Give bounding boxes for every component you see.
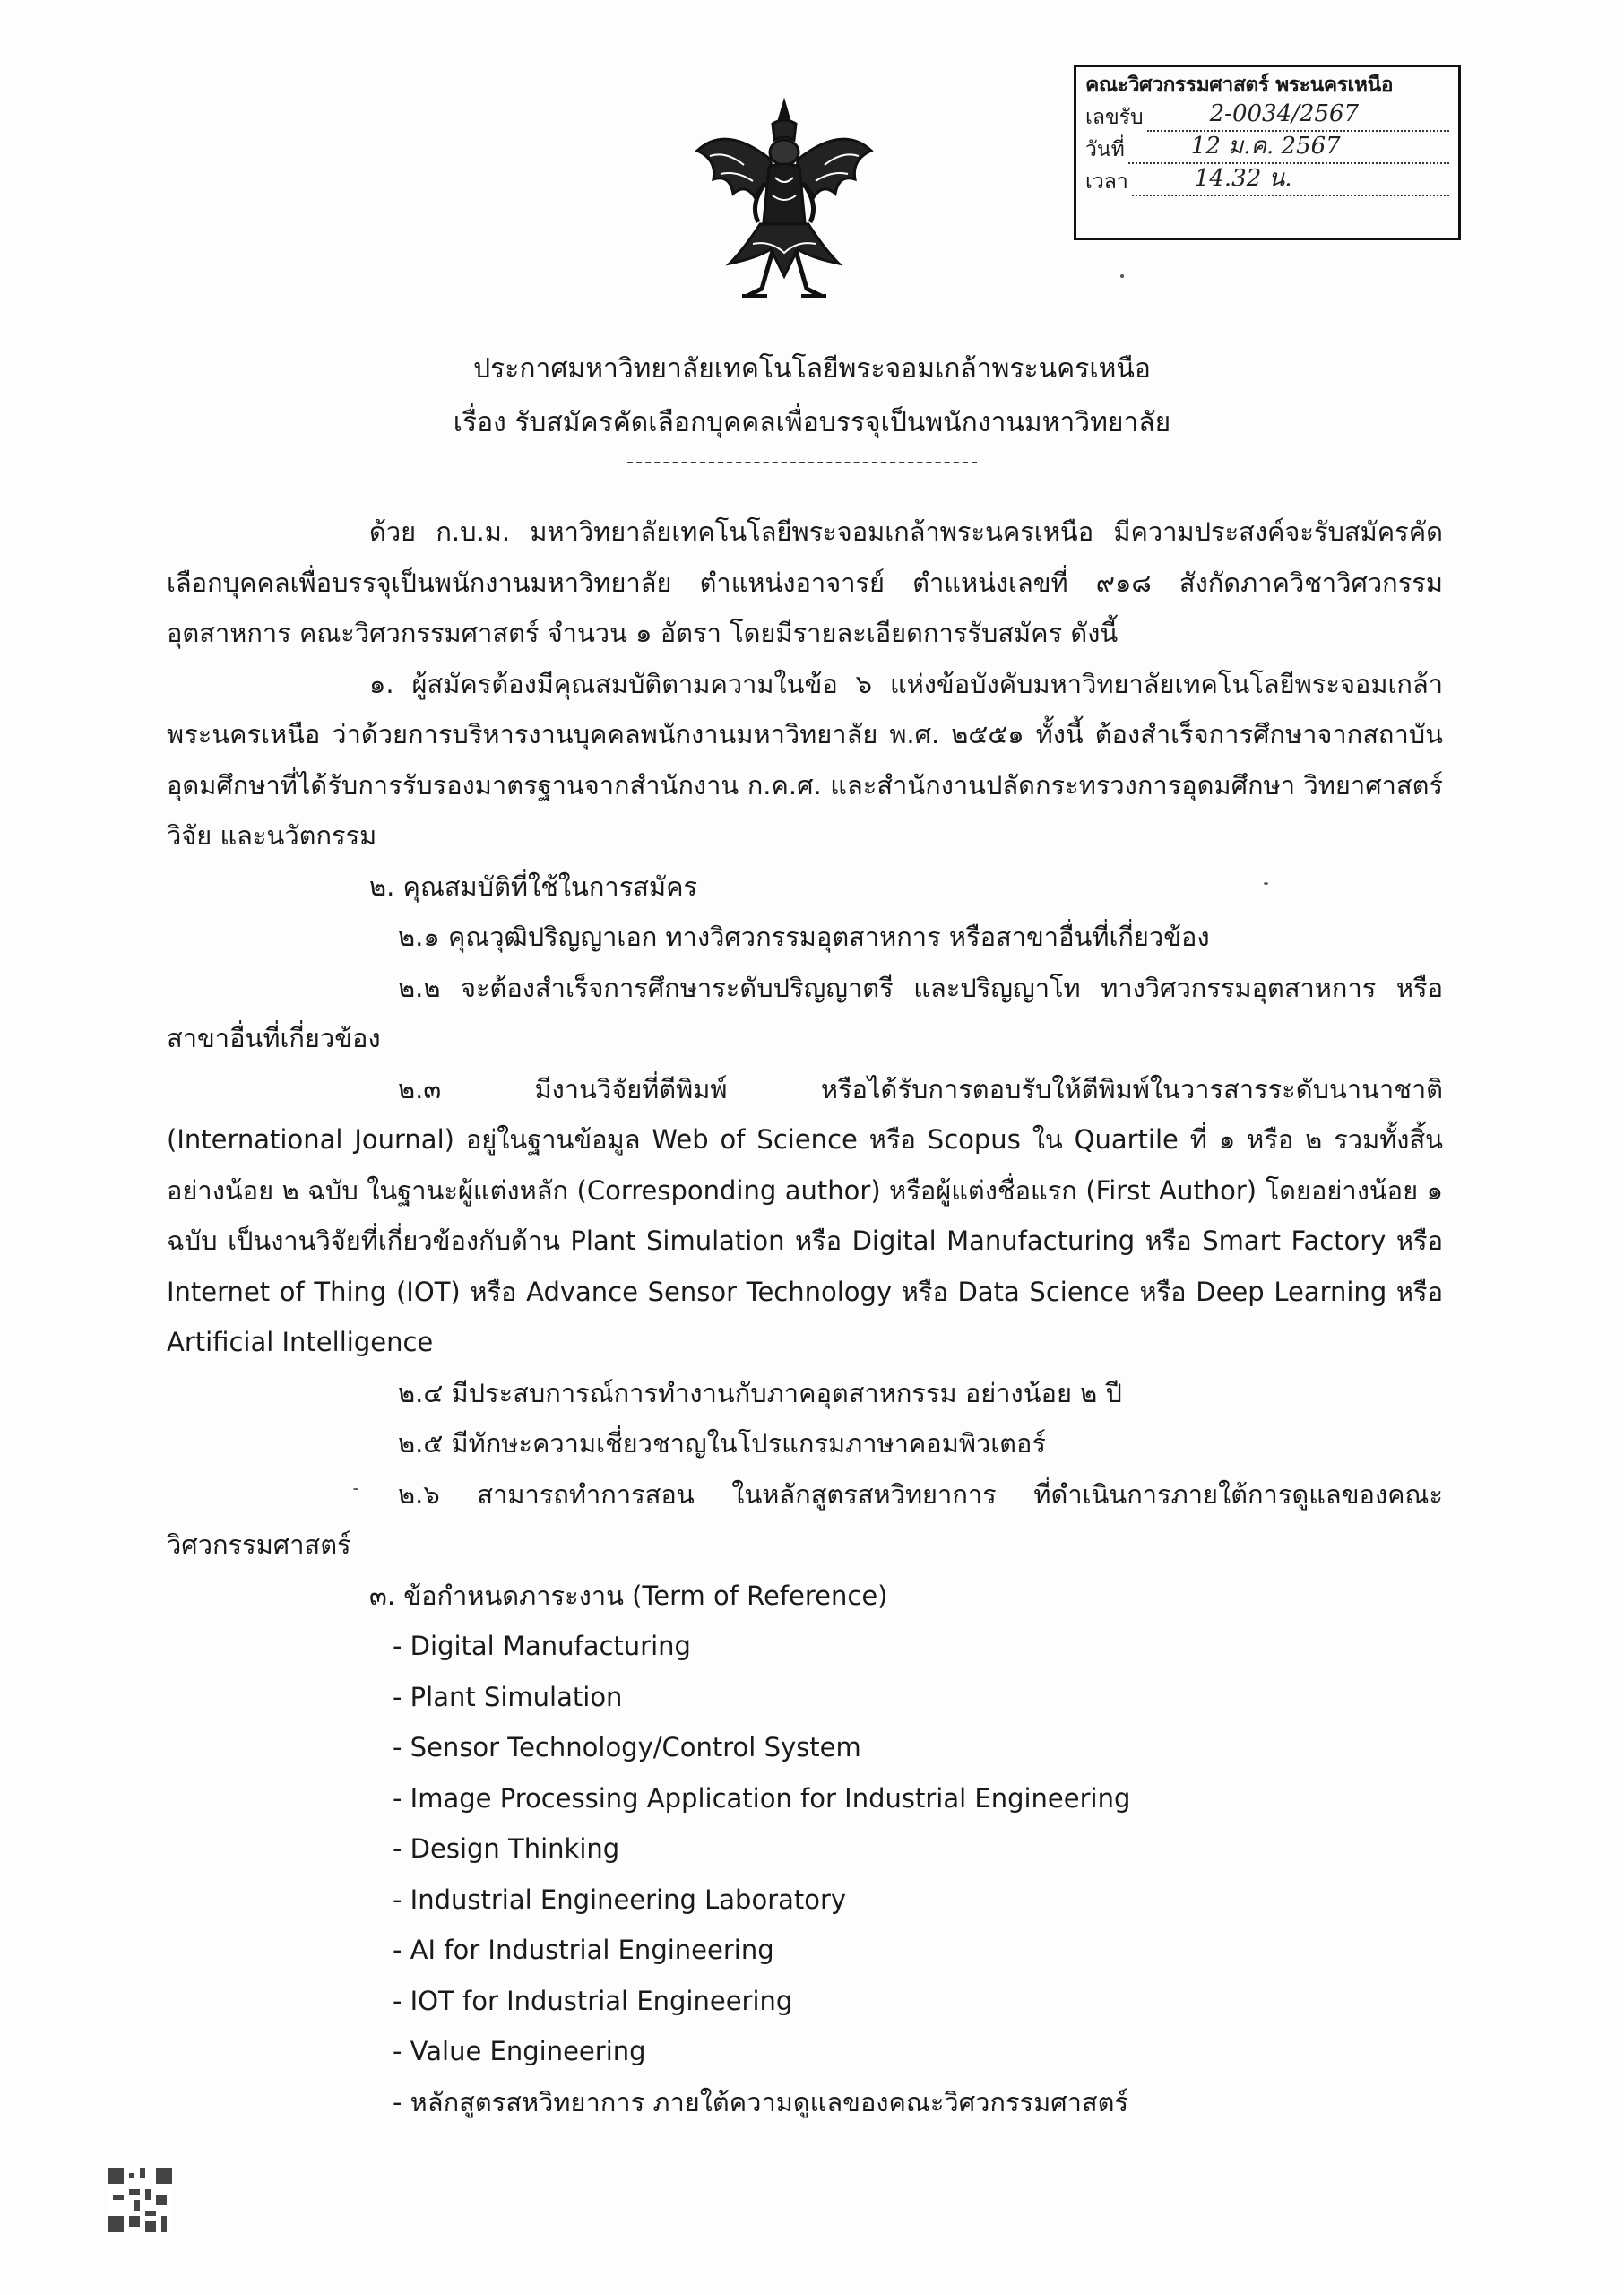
section-3-item: - Sensor Technology/Control System [393, 1732, 861, 1762]
stamp-title: คณะวิศวกรรมศาสตร์ พระนครเหนือ [1085, 74, 1394, 97]
section-3-item: - Digital Manufacturing [393, 1631, 691, 1661]
stamp-value-line [1132, 165, 1449, 196]
stamp-value-time: 14.32 น. [1194, 165, 1292, 193]
intro-paragraph: ด้วย ก.บ.ม. มหาวิทยาลัยเทคโนโลยีพระจอมเกล้าพระนครเหนือ มีความประสงค์จะรับสมัครคัดเลือกบุคคลเพื่อบรรจุเป็นพนักงานมหาวิทยาลัย ตำแหน่งอาจารย์ ตำแหน่งเลขที่ ๙๑๘ สังกัดภาควิชาวิศวกรรมอุตสาหการ คณะวิศวกรรมศาสตร์ จำนวน ๑ อัตรา โดยมีรายละเอียดการรับสมัคร ดังนี้ [167, 516, 1443, 648]
section-3-item: - AI for Industrial Engineering [393, 1935, 774, 1965]
section-3-item: - Industrial Engineering Laboratory [393, 1884, 847, 1915]
stamp-row-number [1085, 100, 1449, 132]
stamp-label-date: วันที่ [1085, 138, 1125, 161]
section-2-item: ๒.๓ มีงานวิจัยที่ตีพิมพ์ หรือได้รับการตอบรับให้ตีพิมพ์ในวารสารระดับนานาชาติ (International Journal) อยู่ในฐานข้อมูล Web of Science หรือ Scopus ใน Quartile ที่ ๑ หรือ ๒ รวมทั้งสิ้นอย่างน้อย ๒ ฉบับ ในฐานะผู้แต่งหลัก (Corresponding author) หรือผู้แต่งชื่อแรก (First Author) โดยอย่างน้อย ๑ ฉบับ เป็นงานวิจัยที่เกี่ยวข้องกับด้าน Plant Simulation หรือ Digital Manufacturing หรือ Smart Factory หรือ Internet of Thing (IOT) หรือ Advance Sensor Technology หรือ Data Science หรือ Deep Learning หรือ Artificial Intelligence [167, 1073, 1443, 1357]
section-2-item: ๒.๒ จะต้องสำเร็จการศึกษาระดับปริญญาตรี และปริญญาโท ทางวิศวกรรมอุตสาหการ หรือสาขาอื่นที่เกี่ยวข้อง [167, 972, 1443, 1053]
stamp-row-time [1085, 165, 1449, 196]
section-3-item: - Value Engineering [393, 2036, 646, 2066]
section-3-item: - Image Processing Application for Industrial Engineering [393, 1782, 1131, 1814]
section-2-title: ๒. คุณสมบัติที่ใช้ในการสมัคร [369, 870, 698, 902]
document-body [167, 507, 1443, 2127]
stamp-label-time: เวลา [1085, 170, 1128, 194]
stamp-value-line [1147, 100, 1449, 132]
stamp-value-line [1128, 135, 1449, 164]
heading-divider [627, 462, 977, 463]
receipt-stamp [1074, 65, 1461, 240]
stamp-value-number: 2-0034/2567 [1209, 100, 1360, 128]
section-3-title: ๓. ข้อกำหนดภาระงาน (Term of Reference) [369, 1580, 888, 1611]
section-2-item: ๒.๑ คุณวุฒิปริญญาเอก ทางวิศวกรรมอุตสาหการ หรือสาขาอื่นที่เกี่ยวข้อง [398, 922, 1210, 952]
stamp-label-number: เลขรับ [1085, 106, 1144, 129]
section-3-item: - หลักสูตรสหวิทยาการ ภายใต้ความดูแลของคณะวิศวกรรมศาสตร์ [393, 2086, 1129, 2117]
stamp-value-date: 12 ม.ค. 2567 [1190, 133, 1341, 160]
heading-title: ประกาศมหาวิทยาลัยเทคโนโลยีพระจอมเกล้าพระนครเหนือ [473, 353, 1151, 385]
qr-code-icon [108, 2168, 172, 2232]
heading-subject: เรื่อง รับสมัครคัดเลือกบุคคลเพื่อบรรจุเป็นพนักงานมหาวิทยาลัย [453, 407, 1171, 438]
scan-speck [353, 1488, 358, 1490]
section-2-item: ๒.๖ สามารถทำการสอน ในหลักสูตรสหวิทยาการ ที่ดำเนินการภายใต้การดูแลของคณะวิศวกรรมศาสตร์ [167, 1478, 1443, 1560]
scan-speck [1120, 274, 1124, 278]
section-2-item: ๒.๕ มีทักษะความเชี่ยวชาญในโปรแกรมภาษาคอมพิวเตอร์ [398, 1428, 1046, 1459]
garuda-emblem-icon [690, 97, 878, 303]
section-3-item: - IOT for Industrial Engineering [393, 1985, 793, 2016]
section-3-item: - Design Thinking [393, 1833, 620, 1864]
section-2-item: ๒.๔ มีประสบการณ์การทำงานกับภาคอุตสาหกรรม อย่างน้อย ๒ ปี [398, 1377, 1122, 1408]
section-3-item: - Plant Simulation [393, 1681, 623, 1712]
stamp-row-date [1085, 135, 1449, 164]
section-1-paragraph: ๑. ผู้สมัครต้องมีคุณสมบัติตามความในข้อ ๖ แห่งข้อบังคับมหาวิทยาลัยเทคโนโลยีพระจอมเกล้าพระนครเหนือ ว่าด้วยการบริหารงานบุคคลพนักงานมหาวิทยาลัย พ.ศ. ๒๕๕๑ ทั้งนี้ ต้องสำเร็จการศึกษาจากสถาบันอุดมศึกษาที่ได้รับการรับรองมาตรฐานจากสำนักงาน ก.ค.ศ. และสำนักงานปลัดกระทรวงการอุดมศึกษา วิทยาศาสตร์ วิจัย และนวัตกรรม [167, 668, 1443, 851]
scan-speck [1264, 882, 1268, 885]
